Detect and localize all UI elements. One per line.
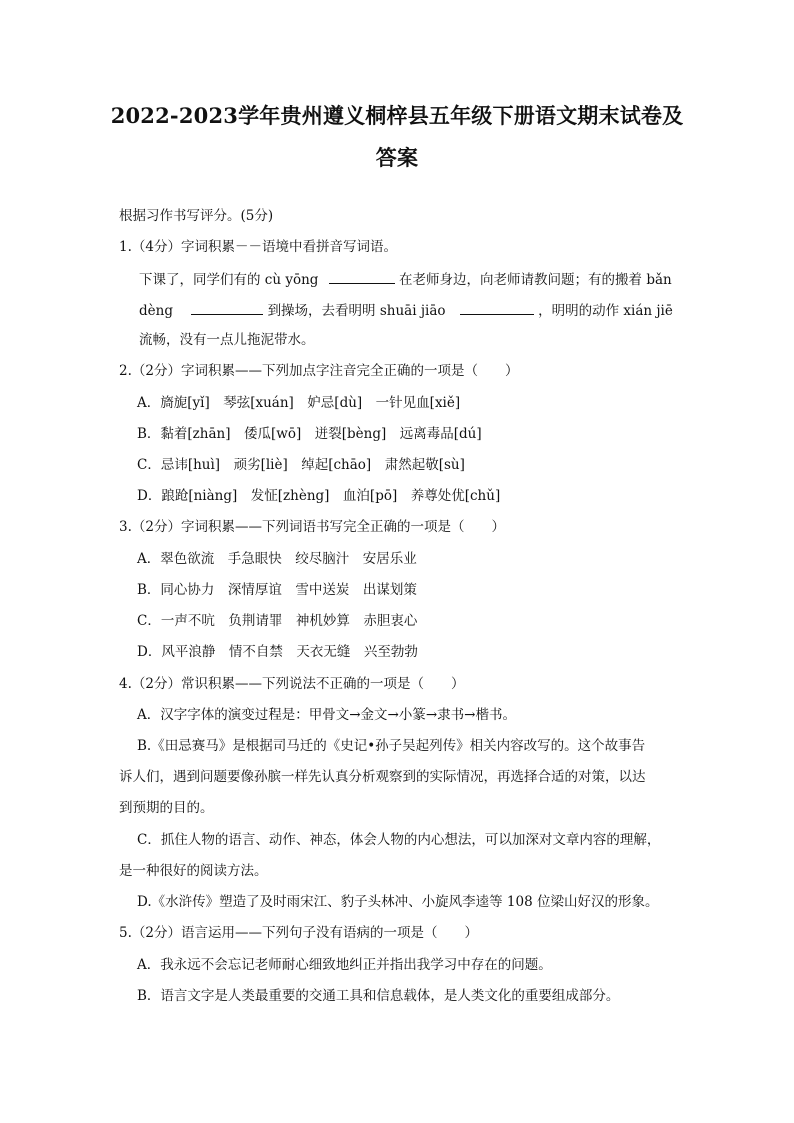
question-2-option-d: D．踉跄[niàng] 发怔[zhèng] 血泊[pō] 养尊处优[chǔ]: [137, 488, 501, 504]
question-3-stem: 3.（2分）字词积累——下列词语书写完全正确的一项是（ ）: [119, 519, 505, 535]
answer-blank-2[interactable]: [191, 300, 263, 315]
question-1-text: 到操场，去看明明 shuāi jiāo: [267, 303, 446, 319]
question-3-option-d: D．风平浪静 情不自禁 天衣无缝 兴至勃勃: [137, 644, 418, 660]
exam-title-line-1: 2022-2023学年贵州遵义桐梓县五年级下册语文期末试卷及: [110, 103, 684, 128]
question-5-stem: 5.（2分）语言运用——下列句子没有语病的一项是（ ）: [119, 925, 478, 941]
question-1-line-2: [139, 300, 673, 320]
exam-title-line-2: 答案: [375, 145, 419, 170]
question-1-text: 下课了，同学们有的 cù yōng: [139, 272, 319, 288]
question-2-option-b: B．黏着[zhān] 倭瓜[wō] 迸裂[bèng] 远离毒品[dú]: [137, 426, 482, 442]
answer-blank-3[interactable]: [460, 300, 534, 315]
question-4-option-c: C．抓住人物的语言、动作、神态，体会人物的内心想法，可以加深对文章内容的理解，: [137, 832, 661, 848]
question-1-text: dèng: [139, 303, 173, 319]
question-2-option-c: C．忌讳[huì] 顽劣[liè] 绰起[chāo] 肃然起敬[sù]: [137, 457, 465, 473]
question-2-stem: 2.（2分）字词积累——下列加点字注音完全正确的一项是（ ）: [119, 363, 519, 379]
question-1-stem: 1.（4分）字词积累－－语境中看拼音写词语。: [119, 239, 397, 255]
question-3-option-a: A．翠色欲流 手急眼快 绞尽脑汁 安居乐业: [137, 551, 417, 567]
question-4-option-b-cont: 诉人们，遇到问题要像孙膑一样先认真分析观察到的实际情况，再选择合适的对策，以达: [119, 769, 646, 785]
question-4-option-b-cont: 到预期的目的。: [119, 800, 214, 816]
question-4-stem: 4.（2分）常识积累——下列说法不正确的一项是（ ）: [119, 676, 465, 692]
question-1-text: 在老师身边，向老师请教问题；有的搬着 bǎn: [399, 272, 672, 288]
question-4-option-c-cont: 是一种很好的阅读方法。: [119, 863, 268, 879]
question-1-line-1: [139, 269, 672, 289]
question-1-line-3: 流畅，没有一点儿拖泥带水。: [139, 332, 315, 348]
question-5-option-b: B．语言文字是人类最重要的交通工具和信息载体，是人类文化的重要组成部分。: [137, 988, 620, 1004]
handwriting-score-note: 根据习作书写评分。(5分): [119, 208, 274, 224]
question-3-option-c: C．一声不吭 负荆请罪 神机妙算 赤胆衷心: [137, 613, 418, 629]
answer-blank-1[interactable]: [329, 269, 395, 284]
question-4-option-d: D.《水浒传》塑造了及时雨宋江、豹子头林冲、小旋风李逵等 108 位梁山好汉的形象。: [137, 894, 659, 910]
question-1-text: ，明明的动作 xián jiē: [538, 303, 673, 319]
question-4-option-a: A．汉字字体的演变过程是：甲骨文→金文→小篆→隶书→楷书。: [137, 707, 516, 723]
question-5-option-a: A．我永远不会忘记老师耐心细致地纠正并指出我学习中存在的问题。: [137, 957, 552, 973]
question-3-option-b: B．同心协力 深情厚谊 雪中送炭 出谋划策: [137, 582, 417, 598]
question-4-option-b: B.《田忌赛马》是根据司马迁的《史记•孙子吴起列传》相关内容改写的。这个故事告: [137, 738, 646, 754]
question-2-option-a: A．旖旎[yǐ] 琴弦[xuán] 妒忌[dù] 一针见血[xiě]: [137, 395, 461, 411]
